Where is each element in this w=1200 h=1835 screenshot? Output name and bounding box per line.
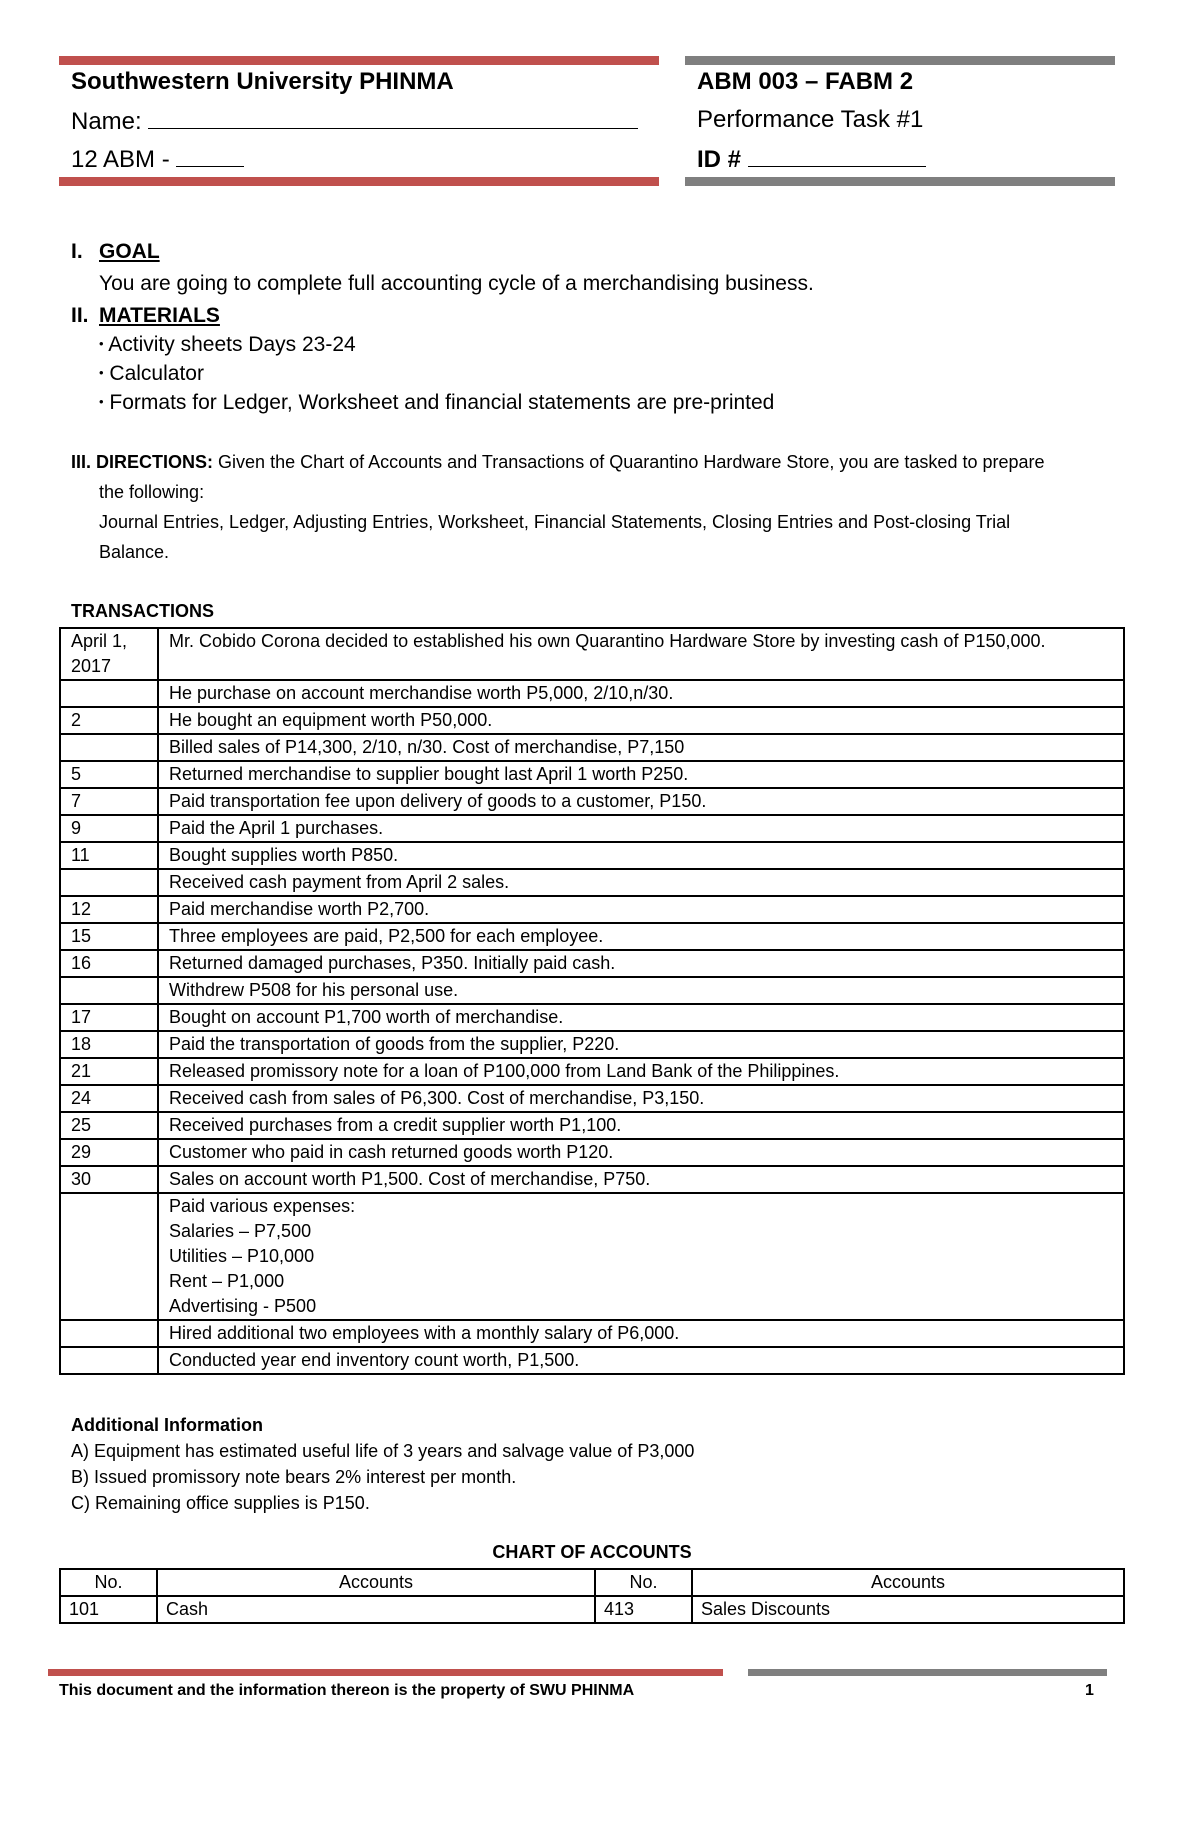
transaction-description: Paid transportation fee upon delivery of goods to a customer, P150. bbox=[158, 788, 1124, 815]
additional-info-title: Additional Information bbox=[71, 1415, 263, 1435]
transaction-description: Paid the transportation of goods from the supplier, P220. bbox=[158, 1031, 1124, 1058]
table-row bbox=[60, 761, 1124, 788]
col-header-no: No. bbox=[595, 1569, 692, 1596]
transaction-description: Bought supplies worth P850. bbox=[158, 842, 1124, 869]
materials-item: • Calculator bbox=[99, 362, 204, 385]
task-title: Performance Task #1 bbox=[697, 106, 924, 133]
transaction-date bbox=[60, 680, 158, 707]
page-number: 1 bbox=[1085, 1682, 1094, 1699]
transaction-date bbox=[60, 734, 158, 761]
transaction-date: 5 bbox=[60, 761, 158, 788]
transaction-date: April 1, 2017 bbox=[60, 628, 158, 680]
bullet-icon: • bbox=[99, 336, 104, 351]
account-name: Cash bbox=[157, 1596, 595, 1623]
account-name: Sales Discounts bbox=[692, 1596, 1124, 1623]
transaction-description: Paid the April 1 purchases. bbox=[158, 815, 1124, 842]
transaction-date: 15 bbox=[60, 923, 158, 950]
section-blank bbox=[176, 144, 244, 167]
transaction-date bbox=[60, 977, 158, 1004]
transaction-date: 24 bbox=[60, 1085, 158, 1112]
additional-info-item: A) Equipment has estimated useful life of 3 years and salvage value of P3,000 bbox=[71, 1441, 695, 1461]
goal-numeral: I. bbox=[71, 240, 83, 263]
chart-header-row bbox=[60, 1569, 1124, 1596]
transaction-date: 21 bbox=[60, 1058, 158, 1085]
header-bar-red-bottom bbox=[59, 177, 659, 186]
transaction-date: 29 bbox=[60, 1139, 158, 1166]
transaction-description: Hired additional two employees with a monthly salary of P6,000. bbox=[158, 1320, 1124, 1347]
expense-line: Salaries – P7,500 bbox=[169, 1221, 312, 1241]
table-row bbox=[60, 869, 1124, 896]
transaction-description: Paid merchandise worth P2,700. bbox=[158, 896, 1124, 923]
transaction-description: Withdrew P508 for his personal use. bbox=[158, 977, 1124, 1004]
section-label: 12 ABM - bbox=[71, 146, 177, 173]
table-row bbox=[60, 788, 1124, 815]
table-row bbox=[60, 1166, 1124, 1193]
section-field bbox=[71, 144, 244, 174]
table-row bbox=[60, 842, 1124, 869]
directions-line-1: III. DIRECTIONS: Given the Chart of Accounts and Transactions of Quarantino Hardware Store, you are tasked to prepare bbox=[71, 452, 1045, 472]
header-bar-gray-bottom bbox=[685, 177, 1115, 186]
table-row bbox=[60, 977, 1124, 1004]
transaction-date: 25 bbox=[60, 1112, 158, 1139]
materials-heading: MATERIALS bbox=[99, 304, 220, 327]
transaction-description: Billed sales of P14,300, 2/10, n/30. Cost of merchandise, P7,150 bbox=[158, 734, 1124, 761]
table-row bbox=[60, 1347, 1124, 1374]
name-field bbox=[71, 106, 638, 136]
goal-text: You are going to complete full accounting cycle of a merchandising business. bbox=[99, 272, 814, 295]
table-row bbox=[60, 1193, 1124, 1320]
table-row bbox=[60, 1139, 1124, 1166]
transaction-description: Bought on account P1,700 worth of merchandise. bbox=[158, 1004, 1124, 1031]
table-row bbox=[60, 1004, 1124, 1031]
university-name: Southwestern University PHINMA bbox=[71, 68, 454, 95]
transaction-description: Received purchases from a credit supplier worth P1,100. bbox=[158, 1112, 1124, 1139]
transaction-date: 18 bbox=[60, 1031, 158, 1058]
materials-item: • Formats for Ledger, Worksheet and financial statements are pre-printed bbox=[99, 391, 775, 414]
account-number: 101 bbox=[60, 1596, 157, 1623]
table-row bbox=[60, 1112, 1124, 1139]
transaction-date: 2 bbox=[60, 707, 158, 734]
table-row bbox=[60, 923, 1124, 950]
transaction-description: Customer who paid in cash returned goods worth P120. bbox=[158, 1139, 1124, 1166]
transaction-date bbox=[60, 1320, 158, 1347]
header-bar-gray-top bbox=[685, 56, 1115, 65]
transaction-date: 12 bbox=[60, 896, 158, 923]
table-row bbox=[60, 1320, 1124, 1347]
table-row bbox=[60, 896, 1124, 923]
footer-bar-gray bbox=[748, 1669, 1107, 1676]
bullet-icon: • bbox=[99, 365, 104, 380]
transaction-date: 9 bbox=[60, 815, 158, 842]
transaction-date: 16 bbox=[60, 950, 158, 977]
transaction-description bbox=[158, 1193, 1124, 1320]
transaction-date bbox=[60, 869, 158, 896]
col-header-accounts: Accounts bbox=[692, 1569, 1124, 1596]
course-code: ABM 003 – FABM 2 bbox=[697, 68, 914, 95]
id-field bbox=[697, 144, 926, 174]
col-header-accounts: Accounts bbox=[157, 1569, 595, 1596]
materials-item: • Activity sheets Days 23-24 bbox=[99, 333, 356, 356]
transaction-date bbox=[60, 1193, 158, 1320]
bullet-icon: • bbox=[99, 394, 104, 409]
goal-heading: GOAL bbox=[99, 240, 160, 263]
additional-info-item: C) Remaining office supplies is P150. bbox=[71, 1493, 370, 1513]
transaction-date: 11 bbox=[60, 842, 158, 869]
transaction-date bbox=[60, 1347, 158, 1374]
transaction-description: He purchase on account merchandise worth P5,000, 2/10,n/30. bbox=[158, 680, 1124, 707]
id-blank bbox=[748, 144, 926, 167]
table-row bbox=[60, 680, 1124, 707]
transaction-date: 30 bbox=[60, 1166, 158, 1193]
directions-numeral: III. bbox=[71, 452, 92, 472]
transaction-description: Mr. Cobido Corona decided to established his own Quarantino Hardware Store by investing cash of P150,000. bbox=[158, 628, 1124, 680]
transaction-description: Received cash from sales of P6,300. Cost of merchandise, P3,150. bbox=[158, 1085, 1124, 1112]
transaction-date: 7 bbox=[60, 788, 158, 815]
table-row bbox=[60, 734, 1124, 761]
transaction-description: Returned damaged purchases, P350. Initially paid cash. bbox=[158, 950, 1124, 977]
additional-info-item: B) Issued promissory note bears 2% interest per month. bbox=[71, 1467, 517, 1487]
transaction-description: He bought an equipment worth P50,000. bbox=[158, 707, 1124, 734]
footer-text: This document and the information thereon is the property of SWU PHINMA bbox=[59, 1682, 635, 1699]
footer-bar-red bbox=[48, 1669, 723, 1676]
additional-info bbox=[71, 1412, 1137, 1516]
transaction-date: 17 bbox=[60, 1004, 158, 1031]
chart-of-accounts-title: CHART OF ACCOUNTS bbox=[492, 1542, 692, 1562]
directions-line-2: the following: bbox=[99, 482, 205, 502]
table-row bbox=[60, 815, 1124, 842]
account-number: 413 bbox=[595, 1596, 692, 1623]
header-bar-red-top bbox=[59, 56, 659, 65]
directions-line-3: Journal Entries, Ledger, Adjusting Entries, Worksheet, Financial Statements, Closing Entries and Post-closing Trial bbox=[99, 512, 1011, 532]
directions-line-4: Balance. bbox=[99, 542, 170, 562]
transaction-description: Returned merchandise to supplier bought last April 1 worth P250. bbox=[158, 761, 1124, 788]
transactions-title: TRANSACTIONS bbox=[71, 601, 214, 621]
chart-of-accounts-table bbox=[59, 1568, 1125, 1624]
table-row bbox=[60, 950, 1124, 977]
table-row bbox=[60, 707, 1124, 734]
expense-line: Utilities – P10,000 bbox=[169, 1246, 315, 1266]
transaction-description: Sales on account worth P1,500. Cost of merchandise, P750. bbox=[158, 1166, 1124, 1193]
materials-numeral: II. bbox=[71, 304, 89, 327]
col-header-no: No. bbox=[60, 1569, 157, 1596]
expense-line: Rent – P1,000 bbox=[169, 1271, 285, 1291]
directions-heading: DIRECTIONS: bbox=[96, 452, 214, 472]
table-row bbox=[60, 1031, 1124, 1058]
transactions-table bbox=[59, 627, 1125, 1375]
expenses-intro: Paid various expenses: bbox=[169, 1196, 356, 1216]
id-label: ID # bbox=[697, 146, 748, 173]
transaction-description: Conducted year end inventory count worth, P1,500. bbox=[158, 1347, 1124, 1374]
table-row bbox=[60, 1596, 1124, 1623]
expense-line: Advertising - P500 bbox=[169, 1296, 317, 1316]
transaction-description: Released promissory note for a loan of P100,000 from Land Bank of the Philippines. bbox=[158, 1058, 1124, 1085]
table-row bbox=[60, 1085, 1124, 1112]
transaction-description: Received cash payment from April 2 sales. bbox=[158, 869, 1124, 896]
name-label: Name: bbox=[71, 108, 149, 135]
transaction-description: Three employees are paid, P2,500 for each employee. bbox=[158, 923, 1124, 950]
table-row bbox=[60, 628, 1124, 680]
name-blank bbox=[148, 106, 638, 129]
table-row bbox=[60, 1058, 1124, 1085]
